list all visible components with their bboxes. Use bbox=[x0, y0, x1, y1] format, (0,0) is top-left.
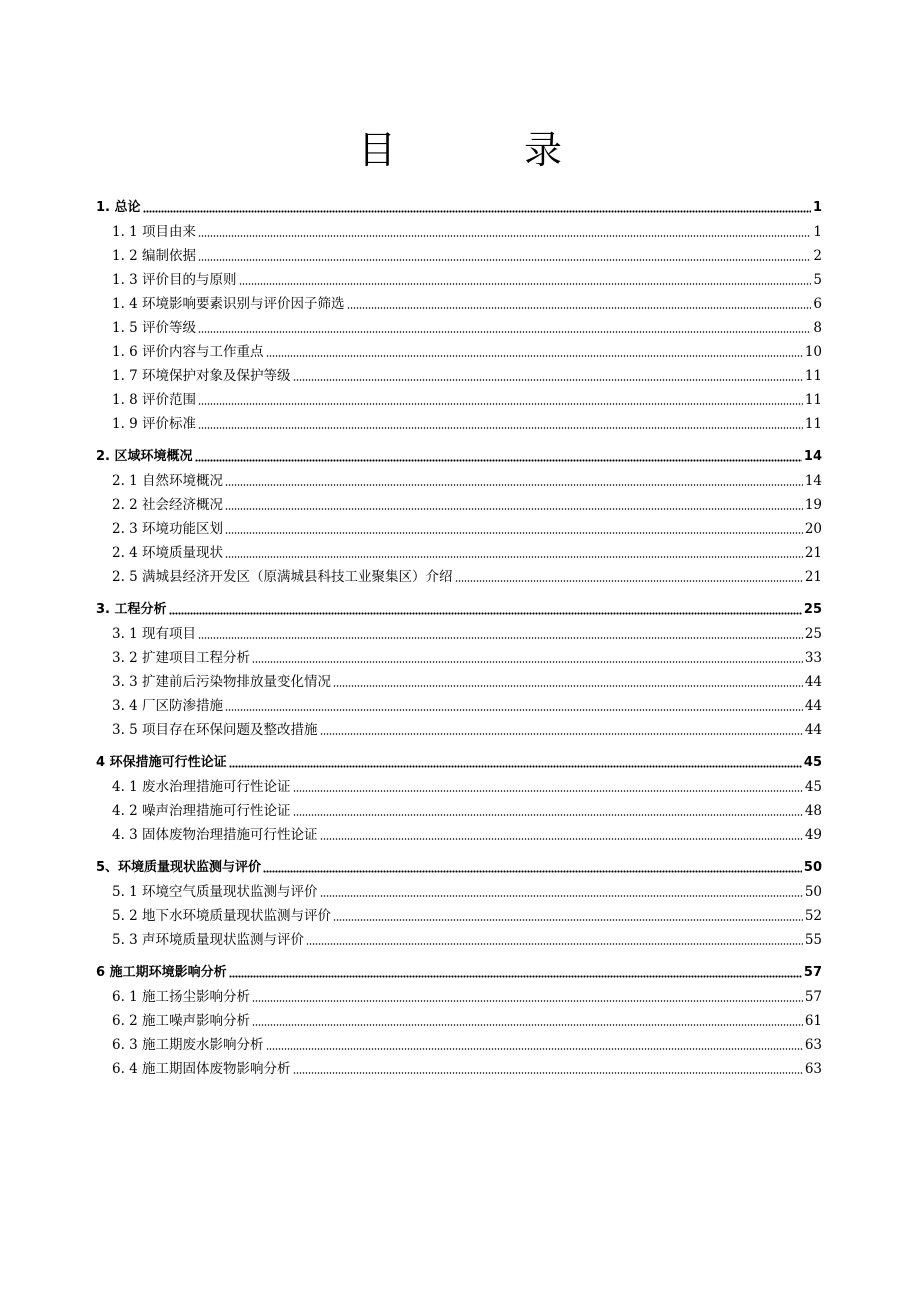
toc-entry-label: 6. 1 施工扬尘影响分析 bbox=[112, 989, 251, 1005]
toc-section-entry[interactable] bbox=[0, 410, 920, 434]
dot-leader bbox=[225, 709, 803, 711]
dot-leader bbox=[225, 556, 803, 558]
dot-leader bbox=[198, 235, 811, 237]
dot-leader bbox=[333, 919, 803, 921]
dot-leader bbox=[239, 283, 812, 285]
dot-leader bbox=[320, 733, 803, 735]
toc-section-entry[interactable] bbox=[0, 386, 920, 410]
dot-leader bbox=[263, 870, 802, 873]
table-of-contents bbox=[0, 194, 920, 1079]
dot-leader bbox=[198, 427, 803, 429]
dot-leader bbox=[198, 403, 803, 405]
toc-page-number: 33 bbox=[804, 650, 822, 666]
toc-chapter-entry[interactable] bbox=[0, 596, 920, 620]
toc-page-number: 63 bbox=[804, 1061, 822, 1077]
toc-entry-label: 1. 6 评价内容与工作重点 bbox=[112, 344, 264, 360]
toc-entry-label: 3. 3 扩建前后污染物排放量变化情况 bbox=[112, 674, 332, 690]
toc-section-entry[interactable] bbox=[0, 491, 920, 515]
toc-page-number: 19 bbox=[804, 497, 822, 513]
toc-section-entry[interactable] bbox=[0, 692, 920, 716]
dot-leader bbox=[225, 532, 803, 534]
toc-entry-label: 4. 1 废水治理措施可行性论证 bbox=[112, 779, 291, 795]
toc-page-number: 52 bbox=[804, 908, 822, 924]
toc-entry-label: 2. 区域环境概况 bbox=[96, 449, 193, 464]
toc-section-entry[interactable] bbox=[0, 218, 920, 242]
dot-leader bbox=[306, 943, 803, 945]
toc-page-number: 48 bbox=[804, 803, 822, 819]
toc-section-entry[interactable] bbox=[0, 515, 920, 539]
toc-entry-label: 1. 1 项目由来 bbox=[112, 224, 197, 240]
dot-leader bbox=[225, 484, 803, 486]
toc-page-number: 20 bbox=[804, 521, 822, 537]
toc-entry-label: 1. 8 评价范围 bbox=[112, 392, 197, 408]
toc-entry-label: 2. 2 社会经济概况 bbox=[112, 497, 224, 513]
toc-entry-label: 3. 5 项目存在环保问题及整改措施 bbox=[112, 722, 318, 738]
toc-page-number: 5 bbox=[813, 272, 822, 288]
toc-entry-label: 1. 9 评价标准 bbox=[112, 416, 197, 432]
dot-leader bbox=[252, 1024, 803, 1026]
toc-chapter-entry[interactable] bbox=[0, 749, 920, 773]
toc-section-entry[interactable] bbox=[0, 902, 920, 926]
toc-entry-label: 1. 5 评价等级 bbox=[112, 320, 197, 336]
toc-page-number: 1 bbox=[812, 200, 822, 215]
dot-leader bbox=[347, 307, 812, 309]
toc-entry-label: 4. 3 固体废物治理措施可行性论证 bbox=[112, 827, 318, 843]
toc-entry-label: 1. 总论 bbox=[96, 200, 141, 215]
dot-leader bbox=[293, 1072, 803, 1074]
toc-page-number: 6 bbox=[813, 296, 822, 312]
toc-page-number: 25 bbox=[803, 602, 822, 617]
toc-chapter-entry[interactable] bbox=[0, 854, 920, 878]
toc-entry-label: 2. 4 环境质量现状 bbox=[112, 545, 224, 561]
toc-entry-label: 3. 1 现有项目 bbox=[112, 626, 197, 642]
toc-page-number: 21 bbox=[804, 545, 822, 561]
toc-entry-label: 3. 工程分析 bbox=[96, 602, 167, 617]
toc-page-number: 44 bbox=[804, 722, 822, 738]
dot-leader bbox=[198, 259, 811, 261]
dot-leader bbox=[320, 895, 803, 897]
toc-entry-label: 6. 4 施工期固体废物影响分析 bbox=[112, 1061, 291, 1077]
dot-leader bbox=[252, 661, 803, 663]
toc-page-number: 50 bbox=[804, 884, 822, 900]
dot-leader bbox=[266, 355, 803, 357]
toc-section-entry[interactable] bbox=[0, 983, 920, 1007]
toc-page-number: 44 bbox=[804, 674, 822, 690]
toc-section-entry[interactable] bbox=[0, 467, 920, 491]
toc-section-entry[interactable] bbox=[0, 266, 920, 290]
toc-page-number: 8 bbox=[813, 320, 822, 336]
toc-page-number: 11 bbox=[804, 368, 822, 384]
toc-section-entry[interactable] bbox=[0, 620, 920, 644]
toc-page-number: 2 bbox=[813, 248, 822, 264]
toc-entry-label: 2. 5 满城县经济开发区（原满城县科技工业聚集区）介绍 bbox=[112, 569, 453, 585]
toc-page-number: 49 bbox=[804, 827, 822, 843]
toc-entry-label: 4. 2 噪声治理措施可行性论证 bbox=[112, 803, 291, 819]
toc-page-number: 10 bbox=[804, 344, 822, 360]
dot-leader bbox=[455, 580, 803, 582]
toc-entry-label: 5. 3 声环境质量现状监测与评价 bbox=[112, 932, 305, 948]
toc-section-entry[interactable] bbox=[0, 668, 920, 692]
dot-leader bbox=[333, 685, 803, 687]
toc-entry-label: 5. 1 环境空气质量现状监测与评价 bbox=[112, 884, 318, 900]
toc-chapter-entry[interactable] bbox=[0, 194, 920, 218]
toc-chapter-entry[interactable] bbox=[0, 959, 920, 983]
toc-entry-label: 1. 2 编制依据 bbox=[112, 248, 197, 264]
toc-entry-label: 5. 2 地下水环境质量现状监测与评价 bbox=[112, 908, 332, 924]
page-title: 目 录 bbox=[357, 128, 621, 172]
dot-leader bbox=[225, 508, 803, 510]
toc-entry-label: 4 环保措施可行性论证 bbox=[96, 755, 227, 770]
toc-section-entry[interactable] bbox=[0, 563, 920, 587]
toc-page-number: 45 bbox=[803, 755, 822, 770]
toc-page-number: 57 bbox=[803, 965, 822, 980]
dot-leader bbox=[229, 975, 802, 978]
toc-section-entry[interactable] bbox=[0, 821, 920, 845]
dot-leader bbox=[266, 1048, 803, 1050]
toc-entry-label: 1. 7 环境保护对象及保护等级 bbox=[112, 368, 291, 384]
toc-entry-label: 2. 3 环境功能区划 bbox=[112, 521, 224, 537]
dot-leader bbox=[198, 331, 811, 333]
toc-page-number: 25 bbox=[804, 626, 822, 642]
toc-entry-label: 2. 1 自然环境概况 bbox=[112, 473, 224, 489]
dot-leader bbox=[143, 210, 811, 213]
toc-page-number: 55 bbox=[804, 932, 822, 948]
toc-section-entry[interactable] bbox=[0, 242, 920, 266]
toc-entry-label: 5、环境质量现状监测与评价 bbox=[96, 860, 262, 875]
toc-section-entry[interactable] bbox=[0, 773, 920, 797]
toc-section-entry[interactable] bbox=[0, 290, 920, 314]
toc-page-number: 45 bbox=[804, 779, 822, 795]
dot-leader bbox=[198, 637, 803, 639]
toc-chapter-entry[interactable] bbox=[0, 443, 920, 467]
toc-page-number: 61 bbox=[804, 1013, 822, 1029]
dot-leader bbox=[293, 814, 803, 816]
toc-page-number: 1 bbox=[813, 224, 822, 240]
toc-entry-label: 6 施工期环境影响分析 bbox=[96, 965, 227, 980]
toc-entry-label: 1. 4 环境影响要素识别与评价因子筛选 bbox=[112, 296, 345, 312]
dot-leader bbox=[320, 838, 803, 840]
toc-entry-label: 6. 3 施工期废水影响分析 bbox=[112, 1037, 264, 1053]
toc-page-number: 44 bbox=[804, 698, 822, 714]
toc-entry-label: 3. 2 扩建项目工程分析 bbox=[112, 650, 251, 666]
toc-page-number: 21 bbox=[804, 569, 822, 585]
toc-section-entry[interactable] bbox=[0, 797, 920, 821]
toc-page-number: 57 bbox=[804, 989, 822, 1005]
toc-section-entry[interactable] bbox=[0, 1007, 920, 1031]
toc-section-entry[interactable] bbox=[0, 539, 920, 563]
dot-leader bbox=[252, 1000, 803, 1002]
toc-section-entry[interactable] bbox=[0, 926, 920, 950]
dot-leader bbox=[195, 459, 802, 462]
toc-page-number: 11 bbox=[804, 416, 822, 432]
toc-section-entry[interactable] bbox=[0, 716, 920, 740]
dot-leader bbox=[293, 790, 803, 792]
toc-section-entry[interactable] bbox=[0, 878, 920, 902]
toc-section-entry[interactable] bbox=[0, 1055, 920, 1079]
toc-section-entry[interactable] bbox=[0, 644, 920, 668]
toc-section-entry[interactable] bbox=[0, 338, 920, 362]
toc-entry-label: 3. 4 厂区防渗措施 bbox=[112, 698, 224, 714]
toc-page-number: 11 bbox=[804, 392, 822, 408]
toc-section-entry[interactable] bbox=[0, 314, 920, 338]
toc-page-number: 14 bbox=[803, 449, 822, 464]
toc-page-number: 50 bbox=[803, 860, 822, 875]
dot-leader bbox=[229, 765, 802, 768]
dot-leader bbox=[169, 612, 802, 615]
toc-page-number: 14 bbox=[804, 473, 822, 489]
toc-entry-label: 6. 2 施工噪声影响分析 bbox=[112, 1013, 251, 1029]
toc-section-entry[interactable] bbox=[0, 1031, 920, 1055]
toc-entry-label: 1. 3 评价目的与原则 bbox=[112, 272, 237, 288]
dot-leader bbox=[293, 379, 803, 381]
toc-page-number: 63 bbox=[804, 1037, 822, 1053]
toc-section-entry[interactable] bbox=[0, 362, 920, 386]
